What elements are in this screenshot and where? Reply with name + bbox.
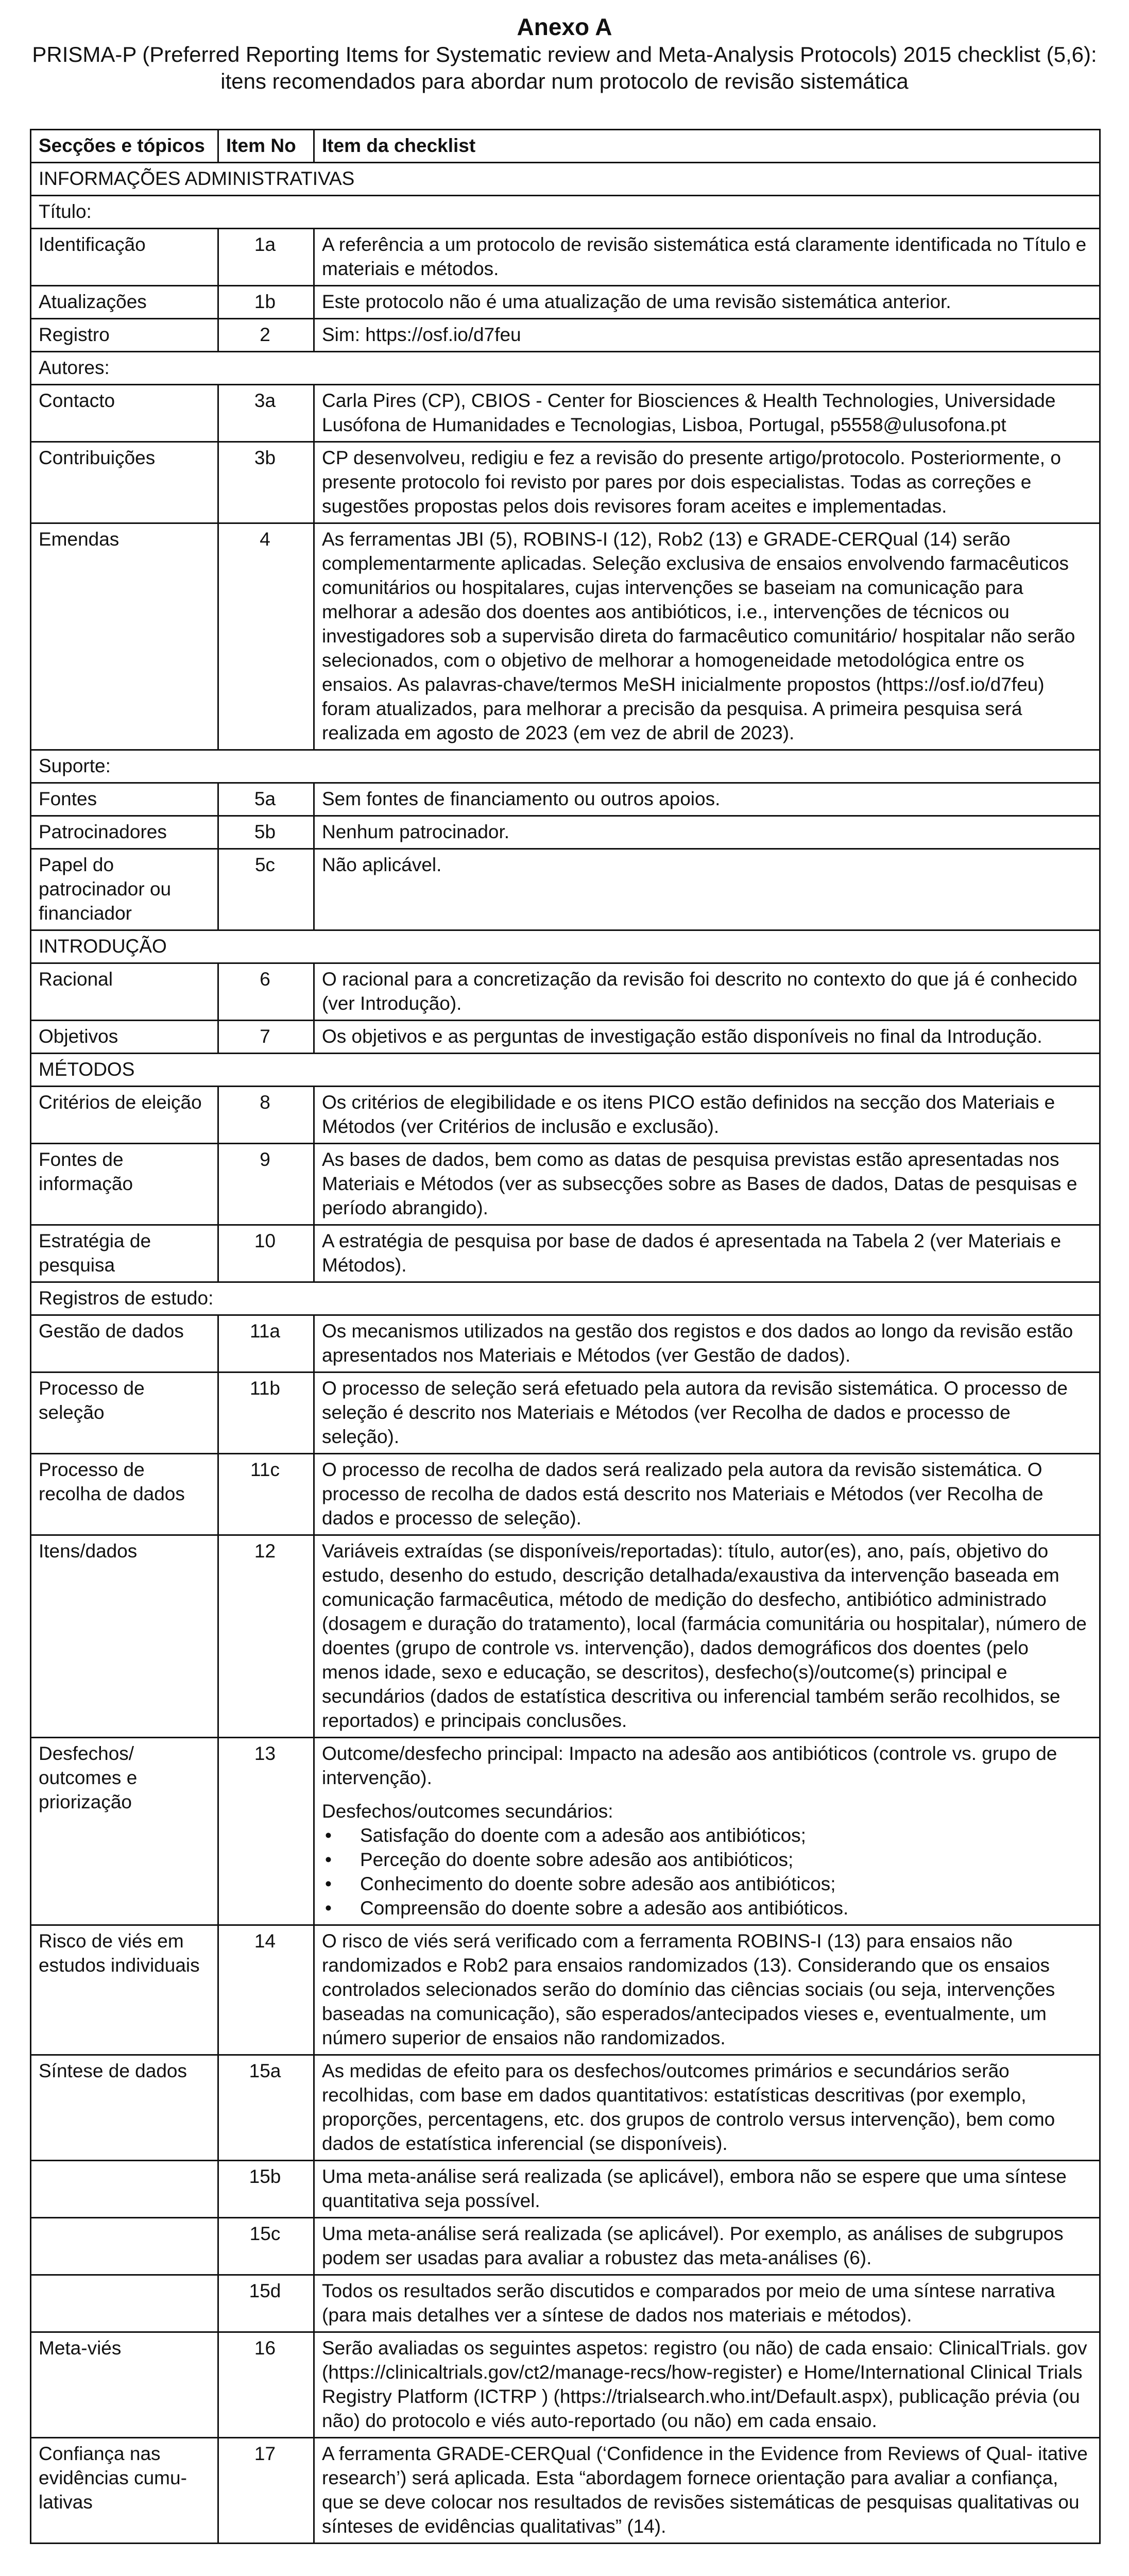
item-number: 5c xyxy=(218,849,314,930)
table-row xyxy=(31,1535,1100,1738)
checklist-text: Sim: https://osf.io/d7feu xyxy=(314,319,1100,352)
list-item: • Perceção do doente sobre adesão aos antibióticos; xyxy=(322,1848,1090,1872)
item-number: 15d xyxy=(218,2275,314,2332)
secondary-outcomes-list xyxy=(322,1823,1090,1920)
table-row xyxy=(31,385,1100,442)
list-item: • Compreensão do doente sobre a adesão aos antibióticos. xyxy=(322,1896,1090,1920)
header-topic: Secções e tópicos xyxy=(31,130,218,163)
topic-cell: Confiança nas evidências cumu- lativas xyxy=(31,2438,218,2544)
checklist-text: As ferramentas JBI (5), ROBINS-I (12), Rob2 (13) e GRADE-CERQual (14) serão complementarmente aplicadas. Seleção exclusiva de ensaios envolvendo farmacêuticos comunitários ou hospitalares, cujas intervenções se baseiam na comunicação para melhorar a adesão dos doentes aos antibióticos, i.e., intervenções de técnicos ou investigadores sob a supervisão direta do farmacêutico comunitário/ hospitalar não serão selecionados, com o objetivo de melhorar a homogeneidade metodológica entre os ensaios. As palavras-chave/termos MeSH inicialmente propostos (https://osf.io/d7feu) foram atualizados, para melhorar a precisão da pesquisa. A primeira pesquisa será realizada em agosto de 2023 (em vez de abril de 2023). xyxy=(314,523,1100,750)
checklist-text: A estratégia de pesquisa por base de dados é apresentada na Tabela 2 (ver Materiais e Métodos). xyxy=(314,1225,1100,1282)
table-row xyxy=(31,523,1100,750)
topic-cell: Identificação xyxy=(31,229,218,286)
checklist-text: Uma meta-análise será realizada (se aplicável). Por exemplo, as análises de subgrupos podem ser usadas para avaliar a robustez das meta-análises (6). xyxy=(314,2218,1100,2275)
item-number: 5b xyxy=(218,816,314,849)
table-row xyxy=(31,442,1100,523)
checklist-text: Os objetivos e as perguntas de investigação estão disponíveis no final da Introdução. xyxy=(314,1021,1100,1054)
document-header xyxy=(0,0,1129,95)
item-number: 15b xyxy=(218,2161,314,2218)
checklist-cell xyxy=(314,1738,1100,1925)
topic-cell xyxy=(31,2218,218,2275)
topic-cell: Contacto xyxy=(31,385,218,442)
topic-cell: Risco de viés em estudos individuais xyxy=(31,1925,218,2055)
table-row xyxy=(31,1225,1100,1282)
topic-cell: Emendas xyxy=(31,523,218,750)
topic-cell: Critérios de eleição xyxy=(31,1087,218,1144)
item-number: 2 xyxy=(218,319,314,352)
checklist-text: A referência a um protocolo de revisão sistemática está claramente identificada no Título e materiais e métodos. xyxy=(314,229,1100,286)
section-row xyxy=(31,930,1100,963)
table-row xyxy=(31,229,1100,286)
table-row xyxy=(31,1087,1100,1144)
item-number: 3b xyxy=(218,442,314,523)
topic-cell: Síntese de dados xyxy=(31,2055,218,2161)
section-label: Registros de estudo: xyxy=(31,1282,1100,1315)
checklist-text: Serão avaliadas os seguintes aspetos: registro (ou não) de cada ensaio: ClinicalTrials. gov (https://clinicaltrials.gov/ct2/manage-recs/how-register) e Home/International Clinical Trials Registry Platform (ICTRP ) (https://trialsearch.who.int/Default.aspx), publicação prévia (ou não) do protocolo e viés auto-reportado (ou não) em cada ensaio. xyxy=(314,2332,1100,2438)
topic-cell: Patrocinadores xyxy=(31,816,218,849)
list-item: • Conhecimento do doente sobre adesão aos antibióticos; xyxy=(322,1872,1090,1896)
item-number: 11a xyxy=(218,1315,314,1372)
item-number: 8 xyxy=(218,1087,314,1144)
table-caption-line-1: PRISMA-P (Preferred Reporting Items for Systematic review and Meta-Analysis Protocols) 2015 checklist (5,6): xyxy=(32,42,1097,66)
item-number: 15c xyxy=(218,2218,314,2275)
secondary-outcomes-title: Desfechos/outcomes secundários: xyxy=(322,1801,613,1822)
checklist-text: O risco de viés será verificado com a ferramenta ROBINS-I (13) para ensaios não randomizados e Rob2 para ensaios randomizados (13). Considerando que os ensaios controlados selecionados serão do domínio das ciências sociais (ou seja, intervenções baseadas na comunicação), são esperados/antecipados vieses e, eventualmente, um número superior de ensaios não randomizados. xyxy=(314,1925,1100,2055)
item-number: 1a xyxy=(218,229,314,286)
primary-outcome-text: Outcome/desfecho principal: Impacto na adesão aos antibióticos (controle vs. grupo de intervenção). xyxy=(322,1743,1057,1788)
section-row xyxy=(31,196,1100,229)
item-number: 7 xyxy=(218,1021,314,1054)
topic-cell xyxy=(31,2275,218,2332)
item-number: 3a xyxy=(218,385,314,442)
header-item-no: Item No xyxy=(218,130,314,163)
checklist-text: As medidas de efeito para os desfechos/outcomes primários e secundários serão recolhidas, com base em dados quantitativos: estatísticas descritivas (por exemplo, proporções, percentagens, etc. dos grupos de controlo versus intervenção), bem como dados de estatística inferencial (se disponíveis). xyxy=(314,2055,1100,2161)
table-row xyxy=(31,2218,1100,2275)
item-number: 1b xyxy=(218,286,314,319)
table-row xyxy=(31,849,1100,930)
topic-cell: Estratégia de pesquisa xyxy=(31,1225,218,1282)
item-number: 5a xyxy=(218,783,314,816)
checklist-text: Este protocolo não é uma atualização de uma revisão sistemática anterior. xyxy=(314,286,1100,319)
list-item: • Satisfação do doente com a adesão aos antibióticos; xyxy=(322,1823,1090,1848)
topic-cell: Racional xyxy=(31,963,218,1021)
item-number: 15a xyxy=(218,2055,314,2161)
checklist-text: Uma meta-análise será realizada (se aplicável), embora não se espere que uma síntese quantitativa seja possível. xyxy=(314,2161,1100,2218)
topic-cell: Registro xyxy=(31,319,218,352)
checklist-text: O racional para a concretização da revisão foi descrito no contexto do que já é conhecido (ver Introdução). xyxy=(314,963,1100,1021)
topic-cell: Processo de recolha de dados xyxy=(31,1454,218,1535)
section-label: Autores: xyxy=(31,352,1100,385)
section-row xyxy=(31,1282,1100,1315)
header-checklist-item: Item da checklist xyxy=(314,130,1100,163)
topic-cell: Gestão de dados xyxy=(31,1315,218,1372)
checklist-text: Nenhum patrocinador. xyxy=(314,816,1100,849)
checklist-text: Variáveis extraídas (se disponíveis/reportadas): título, autor(es), ano, país, objetivo do estudo, desenho do estudo, descrição detalhada/exaustiva da intervenção baseada em comunicação farmacêutica, método de medição do desfecho, antibiótico administrado (dosagem e duração do tratamento), local (farmácia comunitária ou hospitalar), número de doentes (grupo de controle vs. intervenção), dados demográficos dos doentes (pelo menos idade, sexo e educação, se descritos), desfecho(s)/outcome(s) principal e secundários (dados de estatística descritiva ou inferencial também serão recolhidos, se reportados) e principais conclusões. xyxy=(314,1535,1100,1738)
section-row xyxy=(31,750,1100,783)
section-row xyxy=(31,352,1100,385)
checklist-text: Carla Pires (CP), CBIOS - Center for Biosciences & Health Technologies, Universidade Lusófona de Humanidades e Tecnologias, Lisboa, Portugal, p5558@ulusofona.pt xyxy=(314,385,1100,442)
table-row xyxy=(31,1738,1100,1925)
section-label: MÉTODOS xyxy=(31,1054,1100,1087)
checklist-text: CP desenvolveu, redigiu e fez a revisão do presente artigo/protocolo. Posteriormente, o presente protocolo foi revisto por pares por dois especialistas. Todas as correções e sugestões propostas pelos dois revisores foram aceites e implementadas. xyxy=(314,442,1100,523)
table-row xyxy=(31,2055,1100,2161)
topic-cell: Contribuições xyxy=(31,442,218,523)
table-caption-line-2: itens recomendados para abordar num protocolo de revisão sistemática xyxy=(220,69,909,93)
checklist-text: Sem fontes de financiamento ou outros apoios. xyxy=(314,783,1100,816)
item-number: 10 xyxy=(218,1225,314,1282)
section-label: Suporte: xyxy=(31,750,1100,783)
item-number: 4 xyxy=(218,523,314,750)
table-row xyxy=(31,1372,1100,1454)
table-row xyxy=(31,783,1100,816)
checklist-text: O processo de seleção será efetuado pela autora da revisão sistemática. O processo de seleção é descrito nos Materiais e Métodos (ver Recolha de dados e processo de seleção). xyxy=(314,1372,1100,1454)
item-number: 12 xyxy=(218,1535,314,1738)
topic-cell xyxy=(31,2161,218,2218)
item-number: 16 xyxy=(218,2332,314,2438)
table-row xyxy=(31,1315,1100,1372)
table-row xyxy=(31,1144,1100,1225)
table-row xyxy=(31,1925,1100,2055)
topic-cell: Processo de seleção xyxy=(31,1372,218,1454)
item-number: 6 xyxy=(218,963,314,1021)
table-row xyxy=(31,2332,1100,2438)
table-row xyxy=(31,963,1100,1021)
table-row xyxy=(31,1454,1100,1535)
table-header-row xyxy=(31,130,1100,163)
prisma-checklist-table xyxy=(30,129,1101,2544)
topic-cell: Fontes de informação xyxy=(31,1144,218,1225)
section-row xyxy=(31,1054,1100,1087)
topic-cell: Itens/dados xyxy=(31,1535,218,1738)
checklist-text: Não aplicável. xyxy=(314,849,1100,930)
table-row xyxy=(31,2161,1100,2218)
topic-cell: Meta-viés xyxy=(31,2332,218,2438)
item-number: 11b xyxy=(218,1372,314,1454)
checklist-text: Os mecanismos utilizados na gestão dos registos e dos dados ao longo da revisão estão apresentados nos Materiais e Métodos (ver Gestão de dados). xyxy=(314,1315,1100,1372)
section-row xyxy=(31,163,1100,196)
topic-cell: Fontes xyxy=(31,783,218,816)
topic-cell: Desfechos/ outcomes e priorização xyxy=(31,1738,218,1925)
table-row xyxy=(31,1021,1100,1054)
checklist-text: As bases de dados, bem como as datas de pesquisa previstas estão apresentadas nos Materiais e Métodos (ver as subsecções sobre as Bases de dados, Datas de pesquisas e período abrangido). xyxy=(314,1144,1100,1225)
item-number: 13 xyxy=(218,1738,314,1925)
checklist-text: Os critérios de elegibilidade e os itens PICO estão definidos na secção dos Materiais e Métodos (ver Critérios de inclusão e exclusão). xyxy=(314,1087,1100,1144)
table-row xyxy=(31,319,1100,352)
checklist-text: A ferramenta GRADE-CERQual (‘Confidence in the Evidence from Reviews of Qual- itative research’) será aplicada. Esta “abordagem fornece orientação para avaliar a confiança, que se deve colocar nos resultados de revisões sistemáticas de pesquisas qualitativas ou sínteses de evidências qualitativas” (14). xyxy=(314,2438,1100,2544)
section-label: INTRODUÇÃO xyxy=(31,930,1100,963)
checklist-text: O processo de recolha de dados será realizado pela autora da revisão sistemática. O processo de recolha de dados está descrito nos Materiais e Métodos (ver Recolha de dados e processo de seleção). xyxy=(314,1454,1100,1535)
section-label: Título: xyxy=(31,196,1100,229)
table-row xyxy=(31,816,1100,849)
topic-cell: Papel do patrocinador ou financiador xyxy=(31,849,218,930)
topic-cell: Objetivos xyxy=(31,1021,218,1054)
topic-cell: Atualizações xyxy=(31,286,218,319)
table-row xyxy=(31,286,1100,319)
annex-title: Anexo A xyxy=(517,13,612,40)
section-label: INFORMAÇÕES ADMINISTRATIVAS xyxy=(31,163,1100,196)
checklist-text: Todos os resultados serão discutidos e comparados por meio de uma síntese narrativa (para mais detalhes ver a síntese de dados nos materiais e métodos). xyxy=(314,2275,1100,2332)
item-number: 17 xyxy=(218,2438,314,2544)
item-number: 11c xyxy=(218,1454,314,1535)
table-row xyxy=(31,2438,1100,2544)
table-row xyxy=(31,2275,1100,2332)
item-number: 14 xyxy=(218,1925,314,2055)
item-number: 9 xyxy=(218,1144,314,1225)
